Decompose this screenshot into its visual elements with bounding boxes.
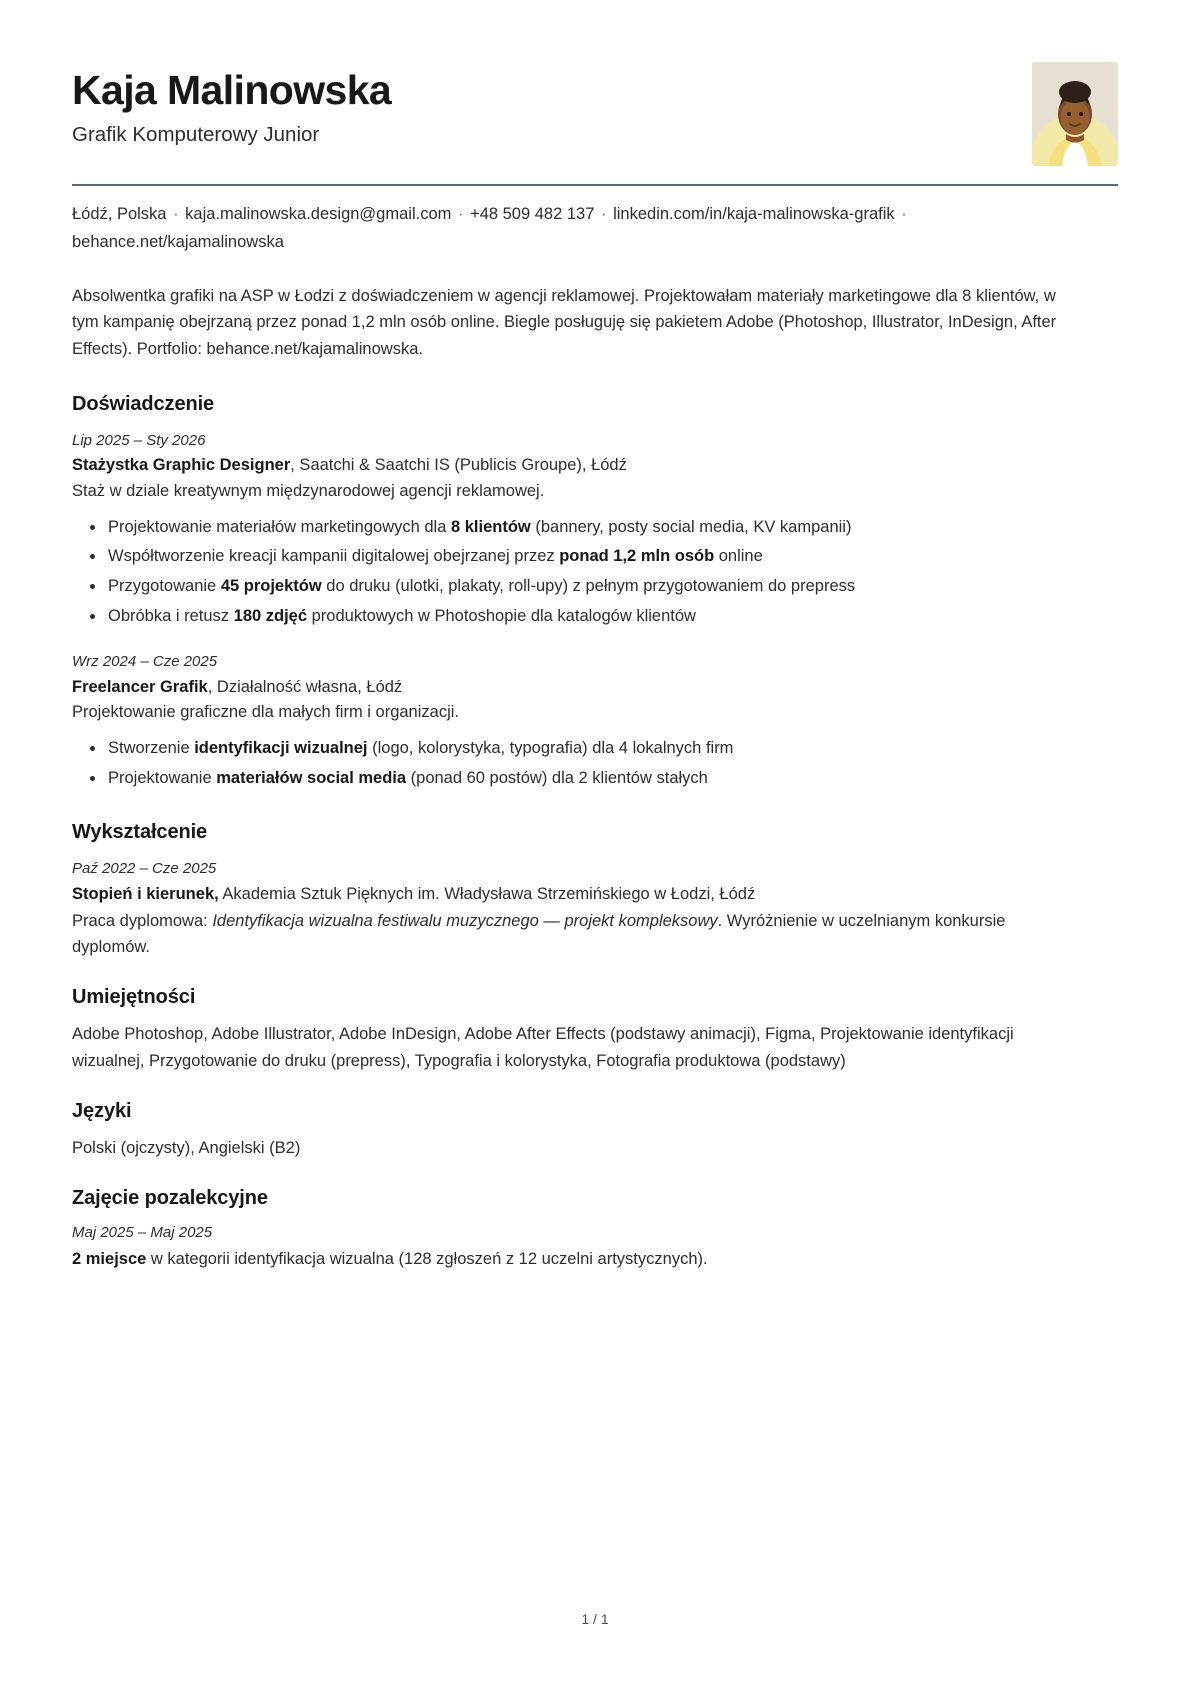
header-divider — [72, 184, 1118, 186]
extracurricular-entry — [72, 1222, 1118, 1272]
page-footer — [0, 1611, 1190, 1627]
experience-bullet-list — [72, 735, 1118, 791]
education-thesis — [72, 908, 1062, 961]
bullet-highlight: identyfikacji wizualnej — [194, 739, 368, 758]
bullet-text-post: produktowych w Photoshopie dla katalogów klientów — [307, 606, 696, 625]
bullet-text-pre: Projektowanie materiałów marketingowych dla — [108, 517, 451, 536]
experience-bullet — [106, 765, 1118, 792]
experience-description: Staż w dziale kreatywnym międzynarodowej agencji reklamowej. — [72, 481, 545, 500]
resume-header — [72, 62, 1118, 166]
avatar — [1032, 62, 1118, 166]
contact-line — [72, 200, 1052, 257]
experience-role: Freelancer Grafik — [72, 677, 208, 696]
contact-separator: · — [901, 205, 907, 223]
section-title-skills: Umiejętności — [72, 986, 196, 1009]
contact-separator: · — [601, 205, 607, 223]
section-skills — [72, 986, 1118, 1074]
experience-bullet — [106, 543, 1118, 570]
contact-separator: · — [173, 205, 179, 223]
education-degree: Stopień i kierunek, — [72, 884, 219, 903]
experience-date: Lip 2025 – Sty 2026 — [72, 431, 206, 449]
bullet-highlight: 45 projektów — [220, 576, 322, 595]
bullet-text-post: online — [714, 547, 763, 566]
contact-phone[interactable]: +48 509 482 137 — [470, 205, 595, 223]
bullet-highlight: ponad 1,2 mln osób — [559, 547, 715, 566]
bullet-highlight: materiałów social media — [216, 768, 407, 787]
experience-bullet — [106, 573, 1118, 600]
experience-role: Stażystka Graphic Designer — [72, 456, 291, 475]
education-thesis-title: Identyfikacja wizualna festiwalu muzycznego — projekt kompleksowy — [212, 911, 718, 930]
experience-entry — [72, 430, 1118, 630]
bullet-text-post: (bannery, posty social media, KV kampanii) — [530, 517, 852, 536]
page-indicator: 1 / 1 — [581, 1611, 609, 1627]
contact-separator: · — [457, 205, 464, 223]
education-degree-line — [72, 882, 1118, 908]
summary-paragraph: Absolwentka grafiki na ASP w Łodzi z doświadczeniem w agencji reklamowej. Projektowałam materiały marketingowe dla 8 klientów, w tym kampanię obejrzaną przez ponad 1,2 mln osób online. Biegle posługuję się pakietem Adobe (Photoshop, Illustrator, InDesign, After Effects). Portfolio: behance.net/kajamalinowska. — [72, 286, 1057, 359]
header-text-block — [72, 62, 391, 148]
bullet-text-pre: Współtworzenie kreacji kampanii digitalowej obejrzanej przez — [108, 547, 560, 566]
experience-bullet — [106, 603, 1118, 630]
bullet-text-pre: Przygotowanie — [108, 576, 221, 595]
bullet-text-post: (logo, kolorystyka, typografia) dla 4 lokalnych firm — [367, 739, 734, 758]
experience-role-line — [72, 675, 1118, 701]
extracurricular-date: Maj 2025 – Maj 2025 — [72, 1224, 213, 1242]
experience-entry — [72, 651, 1118, 791]
extracurricular-award: 2 miejsce — [72, 1249, 147, 1268]
bullet-text-post: do druku (ulotki, plakaty, roll-upy) z pełnym przygotowaniem do prepress — [321, 576, 856, 595]
contact-email[interactable]: kaja.malinowska.design@gmail.com — [185, 205, 452, 223]
education-thesis-label: Praca dyplomowa: — [72, 911, 213, 930]
experience-entry-list — [72, 430, 1118, 792]
education-entry — [72, 858, 1118, 960]
section-languages — [72, 1100, 1118, 1161]
experience-bullet — [106, 514, 1118, 541]
experience-date: Wrz 2024 – Cze 2025 — [72, 653, 218, 671]
education-thesis-post: . Wyróżnienie w uczelnianym konkursie dyplomów. — [72, 911, 1006, 956]
section-title-experience: Doświadczenie — [72, 392, 215, 415]
bullet-text-pre: Obróbka i retusz — [108, 606, 234, 625]
section-title-extracurricular: Zajęcie pozalekcyjne — [72, 1187, 268, 1210]
job-title: Grafik Komputerowy Junior — [72, 123, 320, 147]
section-experience — [72, 393, 1118, 792]
education-school: Akademia Sztuk Pięknych im. Władysława Strzemińskiego w Łodzi, Łódź — [218, 884, 756, 903]
contact-location: Łódź, Polska — [72, 205, 167, 223]
experience-company: , Działalność własna, Łódź — [207, 677, 403, 696]
page-title: Kaja Malinowska — [72, 67, 392, 113]
extracurricular-detail: w kategorii identyfikacja wizualna (128 zgłoszeń z 12 uczelni artystycznych). — [146, 1249, 708, 1268]
experience-bullet-list — [72, 514, 1118, 630]
contact-linkedin[interactable]: linkedin.com/in/kaja-malinowska-grafik — [613, 205, 895, 223]
bullet-highlight: 8 klientów — [451, 517, 531, 536]
section-title-education: Wykształcenie — [72, 821, 208, 844]
education-date: Paź 2022 – Cze 2025 — [72, 860, 217, 878]
experience-bullet — [106, 735, 1118, 762]
skills-text: Adobe Photoshop, Adobe Illustrator, Adobe InDesign, Adobe After Effects (podstawy animacji), Figma, Projektowanie identyfikacji wizualnej, Przygotowanie do druku (prepress), Typografia i kolorystyka, Fotografia produktowa (podstawy) — [72, 1025, 1014, 1070]
section-title-languages: Języki — [72, 1100, 132, 1123]
section-education — [72, 821, 1118, 960]
languages-text: Polski (ojczysty), Angielski (B2) — [72, 1139, 301, 1158]
bullet-text-post: (ponad 60 postów) dla 2 klientów stałych — [406, 768, 708, 787]
experience-description: Projektowanie graficzne dla małych firm i organizacji. — [72, 703, 459, 722]
bullet-highlight: 180 zdjęć — [233, 606, 308, 625]
experience-role-line — [72, 453, 1118, 479]
avatar-portrait-icon — [1032, 62, 1118, 166]
extracurricular-text — [72, 1246, 1062, 1272]
contact-behance[interactable]: behance.net/kajamalinowska — [72, 233, 284, 252]
bullet-text-pre: Stworzenie — [108, 739, 195, 758]
section-extracurricular — [72, 1187, 1118, 1272]
experience-company: , Saatchi & Saatchi IS (Publicis Groupe), Łódź — [290, 456, 627, 475]
bullet-text-pre: Projektowanie — [108, 768, 217, 787]
